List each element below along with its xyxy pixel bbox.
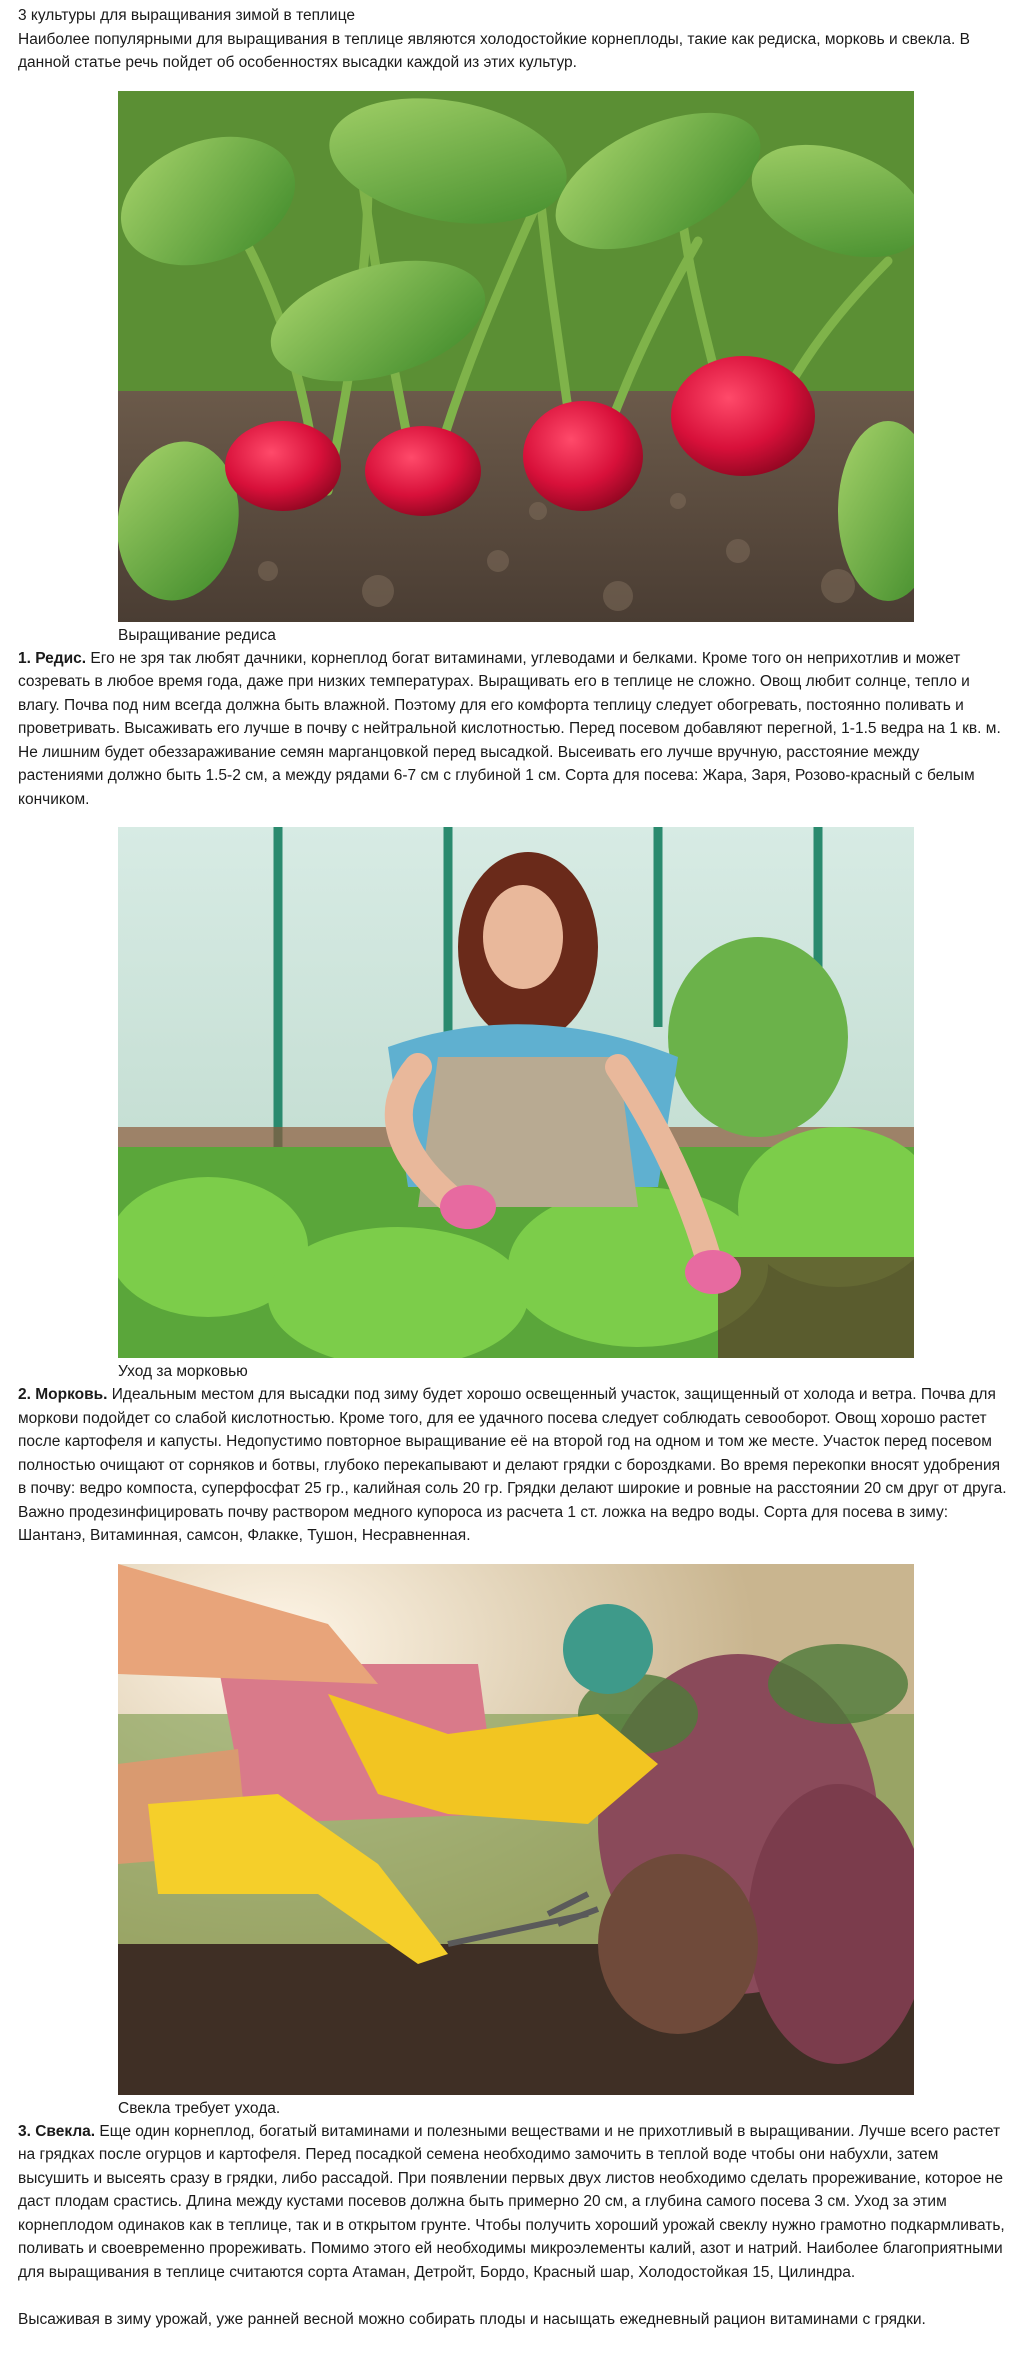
radish-body: Его не зря так любят дачники, корнеплод богат витаминами, углеводами и белками. Кроме того он неприхотлив и может созревать в любое время года, даже при низких температурах. Выращивать его в теплице не сложно. Овощ любит солнце, тепло и влагу. Почва под ним всегда должна быть влажной. Поэтому для его комфорта теплицу следует обогревать, постоянно поливать и проветривать. Высаживать его лучше в почву с нейтральной кислотностью. Перед посевом добавляют перегной, 1-1.5 ведра на 1 кв. м. Не лишним будет обеззараживание семян марганцовкой перед высадкой. Высеивать его лучше вручную, расстояние между растениями должно быть 1.5-2 см, а между рядами 6-7 см с глубиной 1 см. Сорта для посева: Жара, Заря, Розово-красный с белым кончиком. [18,649,1001,808]
carrot-heading: 2. Морковь. [18,1386,108,1403]
carrot-greenhouse-photo [118,827,914,1358]
article-title: 3 культуры для выращивания зимой в теплице [18,7,356,24]
radish-paragraph [18,647,1008,812]
carrot-body: Идеальным местом для высадки под зиму будет хорошо освещенный участок, защищенный от холода и ветра. Почва для моркови подойдет со слабой кислотностью. Кроме того, для ее удачного посева следует соблюдать севооборот. Овощ хорошо растет после картофеля и капусты. Недопустимо повторное выращивание её на второй год на одном и том же месте. Участок перед посевом полностью очищают от сорняков и ботвы, глубоко перекапывают и делают грядки с бороздками. Во время перекопки вносят удобрения в почву: ведро компоста, суперфосфат 25 гр., калийная соль 20 гр. Грядки делают широкие и ровные на расстоянии 20 см друг от друга. Важно продезинфицировать почву раствором медного купороса из расчета 1 ст. ложка на ведро воды. Сорта для посева в зиму: Шантанэ, Витаминная, самсон, Флакке, Тушон, Несравненная. [18,1386,1007,1544]
article-intro: Наиболее популярными для выращивания в теплице являются холодостойкие корнеплоды, такие как редиска, морковь и свекла. В данной статье речь пойдет об особенностях высадки каждой из этих культур. [18,30,970,71]
beet-gloves-photo [118,1564,914,2095]
paragraph-gap [18,2284,1008,2308]
beet-heading: 3. Свекла. [18,2122,96,2140]
beet-figure [118,1564,914,2120]
radish-heading: 1. Редис. [18,649,87,667]
carrot-caption: Уход за морковью [118,1363,248,1380]
radish-figure [118,91,914,647]
beet-caption: Свекла требует ухода. [118,2099,281,2117]
beet-paragraph [18,2120,1008,2285]
article-intro-block [18,4,1008,75]
radish-caption: Выращивание редиса [118,626,276,644]
carrot-figure [118,827,914,1383]
closing-paragraph: Высаживая в зиму урожай, уже ранней весной можно собирать плоды и насыщать ежедневный рацион витаминами с грядки. [18,2311,926,2328]
carrot-paragraph [18,1383,1008,1548]
radish-photo [118,91,914,622]
beet-body: Еще один корнеплод, богатый витаминами и полезными веществами и не прихотливый в выращивании. Лучше всего растет на грядках после огурцов и картофеля. Перед посадкой семена необходимо замочить в теплой воде чтобы они набухли, затем высушить и высеять сразу в грядки, либо рассадой. При появлении первых двух листов необходимо сделать прореживание, которое не даст плодам срастись. Длина между кустами посевов должна быть примерно 20 см, а глубина самого посева 3 см. Уход за этим корнеплодом одинаков как в теплице, так и в открытом грунте. Чтобы получить хороший урожай свеклу нужно грамотно подкармливать, поливать и своевременно прореживать. Помимо этого ей необходимы микроэлементы калий, азот и натрий. Наиболее благоприятными для выращивания в теплице считаются сорта Атаман, Детройт, Бордо, Красный шар, Холодостойкая 15, Цилиндра. [18,2122,1005,2281]
